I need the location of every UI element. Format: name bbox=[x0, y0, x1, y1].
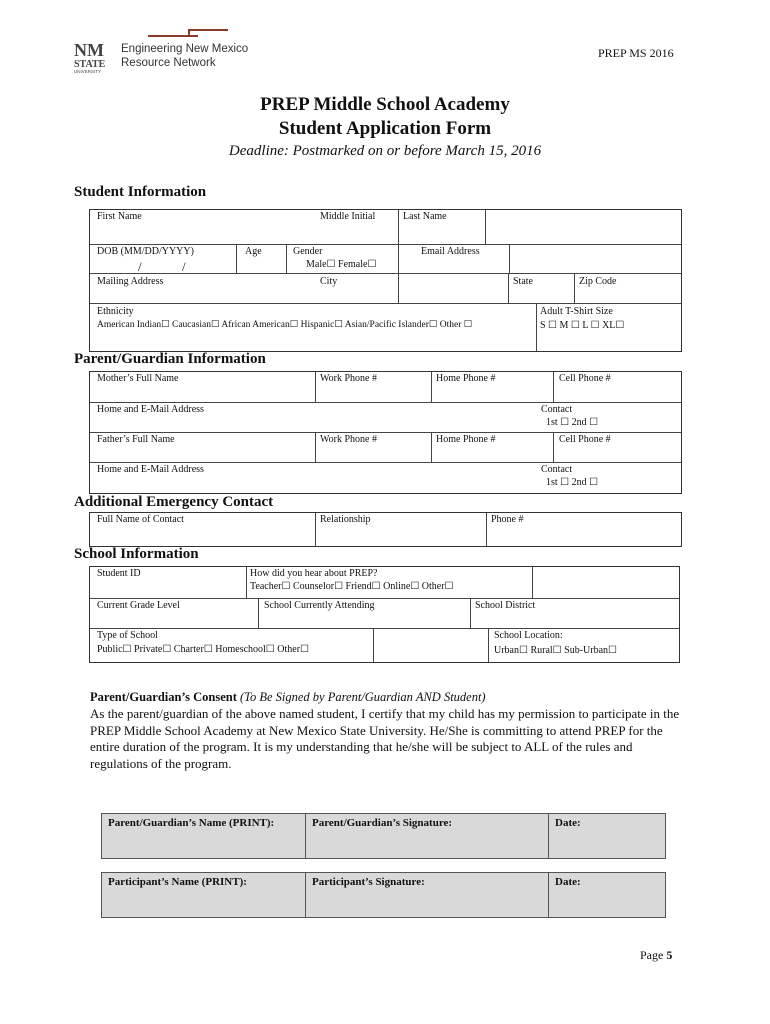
father-address-field[interactable]: Home and E-Mail Address bbox=[97, 464, 204, 475]
nmsu-logo bbox=[73, 40, 115, 74]
consent-paragraph: As the parent/guardian of the above named student, I certify that my child has my permission to participate in the PREP Middle School Academy at New Mexico State University. He/She is committing to attend PREP for the entire duration of the program. It is my understanding that he/she will be subject to ALL of the rules and regulations of the program. bbox=[90, 706, 680, 771]
consent-heading-line bbox=[90, 690, 486, 705]
current-school-field[interactable]: School Currently Attending bbox=[264, 600, 375, 611]
nmsu-logo-mark bbox=[73, 40, 115, 74]
parent-signature-row bbox=[101, 813, 666, 859]
section-student-info: Student Information bbox=[74, 184, 207, 200]
logo-line-1: Engineering New Mexico bbox=[121, 43, 249, 55]
section-parent-info: Parent/Guardian Information bbox=[74, 351, 266, 367]
school-district-field[interactable]: School District bbox=[475, 600, 536, 611]
mother-contact-label: Contact bbox=[541, 404, 573, 415]
father-work-phone-field[interactable]: Work Phone # bbox=[320, 434, 377, 445]
section-emergency-contact: Additional Emergency Contact bbox=[74, 494, 274, 510]
emergency-contact-table bbox=[89, 512, 682, 547]
first-name-field[interactable]: First Name bbox=[97, 211, 142, 222]
father-contact-label: Contact bbox=[541, 464, 573, 475]
student-info-table bbox=[89, 209, 682, 352]
form-title-line-1: PREP Middle School Academy bbox=[260, 94, 510, 115]
mailing-address-field[interactable]: Mailing Address bbox=[97, 276, 164, 287]
relationship-field[interactable]: Relationship bbox=[320, 514, 371, 525]
father-name-field[interactable]: Father’s Full Name bbox=[97, 434, 175, 445]
hear-about-label: How did you hear about PREP? bbox=[250, 568, 378, 579]
mother-contact-checkboxes[interactable]: 1st ☐ 2nd ☐ bbox=[546, 417, 599, 428]
email-field[interactable]: Email Address bbox=[421, 246, 480, 257]
hear-about-checkboxes[interactable]: Teacher☐ Counselor☐ Friend☐ Online☐ Other☐ bbox=[250, 581, 454, 592]
zip-code-field[interactable]: Zip Code bbox=[579, 276, 617, 287]
father-contact-checkboxes[interactable]: 1st ☐ 2nd ☐ bbox=[546, 477, 599, 488]
mother-address-field[interactable]: Home and E-Mail Address bbox=[97, 404, 204, 415]
dob-slash-2: / bbox=[182, 259, 186, 274]
participant-signature-field[interactable]: Participant’s Signature: bbox=[312, 876, 425, 888]
logo-line-2: Resource Network bbox=[121, 57, 216, 69]
page-label: Page bbox=[640, 948, 664, 962]
school-type-checkboxes[interactable]: Public☐ Private☐ Charter☐ Homeschool☐ Other☐ bbox=[97, 644, 310, 655]
age-field[interactable]: Age bbox=[245, 246, 262, 257]
ethnicity-checkboxes[interactable]: American Indian☐ Caucasian☐ African American☐ Hispanic☐ Asian/Pacific Islander☐ Other ☐ bbox=[97, 320, 473, 330]
ethnicity-label: Ethnicity bbox=[97, 306, 134, 317]
logo-decoration bbox=[148, 28, 228, 40]
school-type-label: Type of School bbox=[97, 630, 158, 641]
mother-work-phone-field[interactable]: Work Phone # bbox=[320, 373, 377, 384]
parent-info-table bbox=[89, 371, 682, 494]
grade-level-field[interactable]: Current Grade Level bbox=[97, 600, 180, 611]
last-name-field[interactable]: Last Name bbox=[403, 211, 447, 222]
city-field[interactable]: City bbox=[320, 276, 338, 287]
page-number-value: 5 bbox=[666, 948, 673, 962]
emergency-phone-field[interactable]: Phone # bbox=[491, 514, 524, 525]
student-id-field[interactable]: Student ID bbox=[97, 568, 141, 579]
consent-note: (To Be Signed by Parent/Guardian AND Student) bbox=[240, 690, 486, 704]
gender-label: Gender bbox=[293, 246, 323, 257]
emergency-name-field[interactable]: Full Name of Contact bbox=[97, 514, 184, 525]
svg-text:NM: NM bbox=[74, 40, 104, 60]
state-field[interactable]: State bbox=[513, 276, 533, 287]
school-location-label: School Location: bbox=[494, 630, 563, 641]
dob-field[interactable]: DOB (MM/DD/YYYY) bbox=[97, 246, 194, 257]
parent-date-field[interactable]: Date: bbox=[555, 817, 581, 829]
parent-signature-field[interactable]: Parent/Guardian’s Signature: bbox=[312, 817, 453, 829]
svg-text:UNIVERSITY: UNIVERSITY bbox=[74, 69, 102, 74]
participant-name-print-field[interactable]: Participant’s Name (PRINT): bbox=[108, 876, 247, 888]
participant-signature-row bbox=[101, 872, 666, 918]
consent-heading: Parent/Guardian’s Consent bbox=[90, 690, 237, 704]
middle-initial-field[interactable]: Middle Initial bbox=[320, 211, 376, 222]
svg-text:STATE: STATE bbox=[74, 59, 106, 70]
father-home-phone-field[interactable]: Home Phone # bbox=[436, 434, 496, 445]
school-location-checkboxes[interactable]: Urban☐ Rural☐ Sub-Urban☐ bbox=[494, 645, 617, 656]
logo-text bbox=[121, 42, 248, 70]
mother-home-phone-field[interactable]: Home Phone # bbox=[436, 373, 496, 384]
deadline: Deadline: Postmarked on or before March 15, 2016 bbox=[228, 143, 542, 159]
dob-slash-1: / bbox=[138, 259, 142, 274]
section-school-info: School Information bbox=[74, 546, 199, 562]
school-info-table bbox=[89, 566, 680, 663]
parent-name-print-field[interactable]: Parent/Guardian’s Name (PRINT): bbox=[108, 817, 275, 829]
participant-date-field[interactable]: Date: bbox=[555, 876, 581, 888]
form-title-line-2: Student Application Form bbox=[278, 118, 492, 139]
mother-cell-phone-field[interactable]: Cell Phone # bbox=[559, 373, 611, 384]
document-code: PREP MS 2016 bbox=[598, 46, 674, 60]
mother-name-field[interactable]: Mother’s Full Name bbox=[97, 373, 179, 384]
father-cell-phone-field[interactable]: Cell Phone # bbox=[559, 434, 611, 445]
tshirt-size-label: Adult T-Shirt Size bbox=[540, 306, 613, 317]
page-number bbox=[640, 948, 672, 963]
tshirt-size-checkboxes[interactable]: S ☐ M ☐ L ☐ XL☐ bbox=[540, 320, 625, 331]
gender-checkboxes[interactable]: Male☐ Female☐ bbox=[306, 259, 377, 270]
